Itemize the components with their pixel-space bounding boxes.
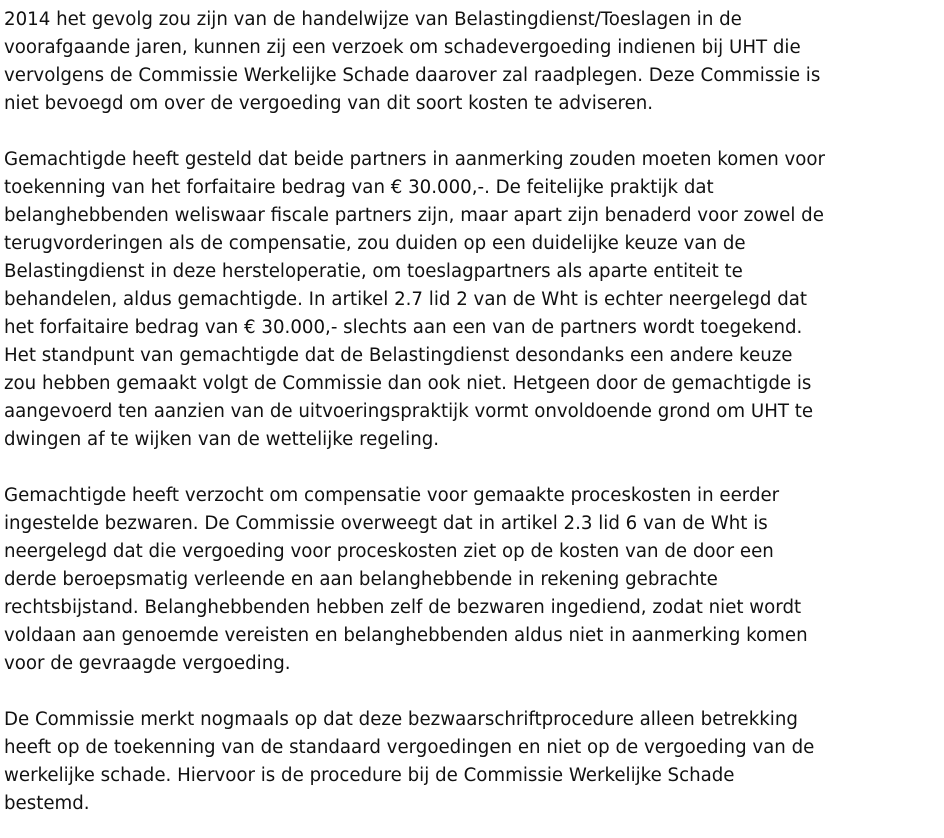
text-line: aangevoerd ten aanzien van de uitvoeringspraktijk vormt onvoldoende grond om UHT te	[4, 401, 814, 422]
text-line: 2014 het gevolg zou zijn van de handelwijze van Belastingdienst/Toeslagen in de	[4, 9, 742, 30]
text-line: belanghebbenden weliswaar fiscale partners zijn, maar apart zijn benaderd voor zowel de	[4, 205, 824, 226]
text-line: neergelegd dat die vergoeding voor proceskosten ziet op de kosten van de door een	[4, 541, 774, 562]
text-line: werkelijke schade. Hiervoor is de procedure bij de Commissie Werkelijke Schade	[4, 765, 735, 786]
text-line: Gemachtigde heeft verzocht om compensatie voor gemaakte proceskosten in eerder	[4, 485, 780, 506]
text-line: De Commissie merkt nogmaals op dat deze bezwaarschriftprocedure alleen betrekking	[4, 709, 798, 730]
text-line: bestemd.	[4, 793, 90, 814]
text-line: toekenning van het forfaitaire bedrag van € 30.000,-. De feitelijke praktijk dat	[4, 177, 714, 198]
paragraph-4	[4, 706, 944, 818]
text-line: vervolgens de Commissie Werkelijke Schade daarover zal raadplegen. Deze Commissie is	[4, 65, 821, 86]
text-line: voldaan aan genoemde vereisten en belanghebbenden aldus niet in aanmerking komen	[4, 625, 808, 646]
text-line: voor de gevraagde vergoeding.	[4, 653, 291, 674]
text-line: zou hebben gemaakt volgt de Commissie dan ook niet. Hetgeen door de gemachtigde is	[4, 373, 812, 394]
paragraph-2	[4, 146, 944, 454]
paragraph-1	[4, 6, 944, 118]
text-line: Belastingdienst in deze hersteloperatie, om toeslagpartners als aparte entiteit te	[4, 261, 743, 282]
text-line: derde beroepsmatig verleende en aan belanghebbende in rekening gebrachte	[4, 569, 718, 590]
text-line: voorafgaande jaren, kunnen zij een verzoek om schadevergoeding indienen bij UHT die	[4, 37, 801, 58]
text-line: heeft op de toekenning van de standaard vergoedingen en niet op de vergoeding van de	[4, 737, 815, 758]
text-line: rechtsbijstand. Belanghebbenden hebben zelf de bezwaren ingediend, zodat niet wordt	[4, 597, 802, 618]
paragraph-3	[4, 482, 944, 678]
text-line: niet bevoegd om over de vergoeding van dit soort kosten te adviseren.	[4, 93, 654, 114]
text-line: dwingen af te wijken van de wettelijke regeling.	[4, 429, 440, 450]
text-line: behandelen, aldus gemachtigde. In artikel 2.7 lid 2 van de Wht is echter neergelegd dat	[4, 289, 808, 310]
text-line: ingestelde bezwaren. De Commissie overweegt dat in artikel 2.3 lid 6 van de Wht is	[4, 513, 768, 534]
text-line: het forfaitaire bedrag van € 30.000,- slechts aan een van de partners wordt toegekend.	[4, 317, 803, 338]
text-line: Het standpunt van gemachtigde dat de Belastingdienst desondanks een andere keuze	[4, 345, 793, 366]
text-line: Gemachtigde heeft gesteld dat beide partners in aanmerking zouden moeten komen voor	[4, 149, 826, 170]
text-line: terugvorderingen als de compensatie, zou duiden op een duidelijke keuze van de	[4, 233, 746, 254]
